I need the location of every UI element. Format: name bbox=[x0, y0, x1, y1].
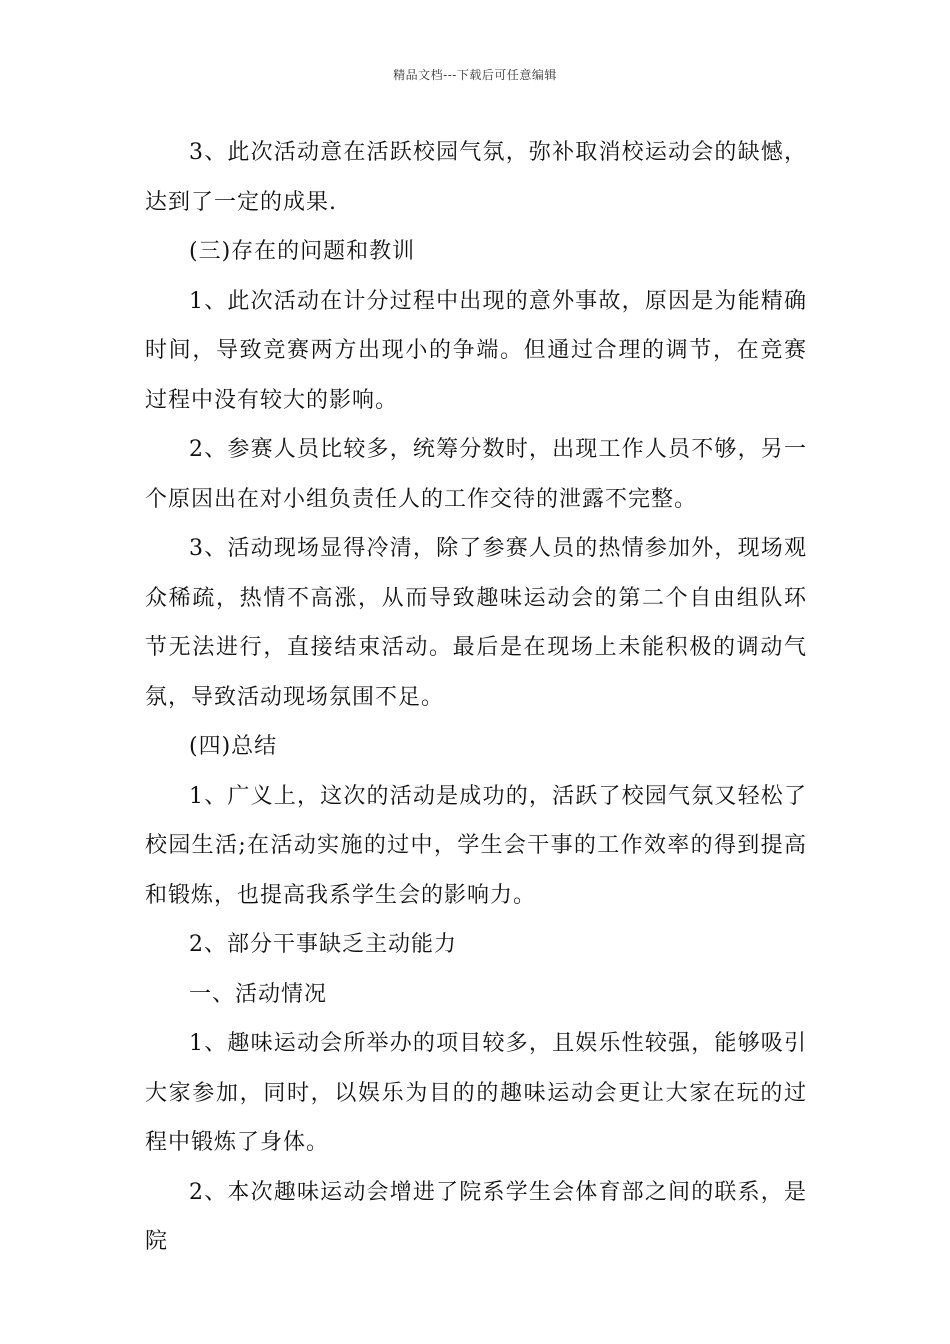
paragraph: 3、活动现场显得冷清，除了参赛人员的热情参加外，现场观众稀疏，热情不高涨，从而导致趣味运动会的第二个自由组队环节无法进行，直接结束活动。最后是在现场上未能积极的调动气氛，导致活动现场氛围不足。 bbox=[145, 536, 807, 710]
section-heading: (三)存在的问题和教训 bbox=[189, 239, 416, 264]
section-heading: (四)总结 bbox=[189, 734, 278, 759]
paragraph: 3、此次活动意在活跃校园气氛，弥补取消校运动会的缺憾，达到了一定的成果. bbox=[145, 140, 807, 215]
paragraph: 1、此次活动在计分过程中出现的意外事故，原因是为能精确时间，导致竞赛两方出现小的争端。但通过合理的调节，在竞赛过程中没有较大的影响。 bbox=[145, 288, 807, 413]
paragraph: 1、趣味运动会所举办的项目较多，且娱乐性较强，能够吸引大家参加，同时，以娱乐为目的的趣味运动会更让大家在玩的过程中锻炼了身体。 bbox=[145, 1031, 807, 1155]
paragraph: 2、部分干事缺乏主动能力 bbox=[189, 932, 457, 957]
paragraph: 2、参赛人员比较多，统筹分数时，出现工作人员不够，另一个原因出在对小组负责任人的工作交待的泄露不完整。 bbox=[145, 437, 807, 512]
document-body bbox=[145, 128, 807, 1267]
section-heading: 一、活动情况 bbox=[189, 981, 328, 1007]
paragraph: 2、本次趣味运动会增进了院系学生会体育部之间的联系，是院 bbox=[145, 1179, 807, 1254]
paragraph: 1、广义上，这次的活动是成功的，活跃了校园气氛又轻松了校园生活;在活动实施的过中，学生会干事的工作效率的得到提高和锻炼，也提高我系学生会的影响力。 bbox=[145, 783, 807, 908]
page-header: 精品文档---下载后可任意编辑 bbox=[393, 68, 557, 82]
